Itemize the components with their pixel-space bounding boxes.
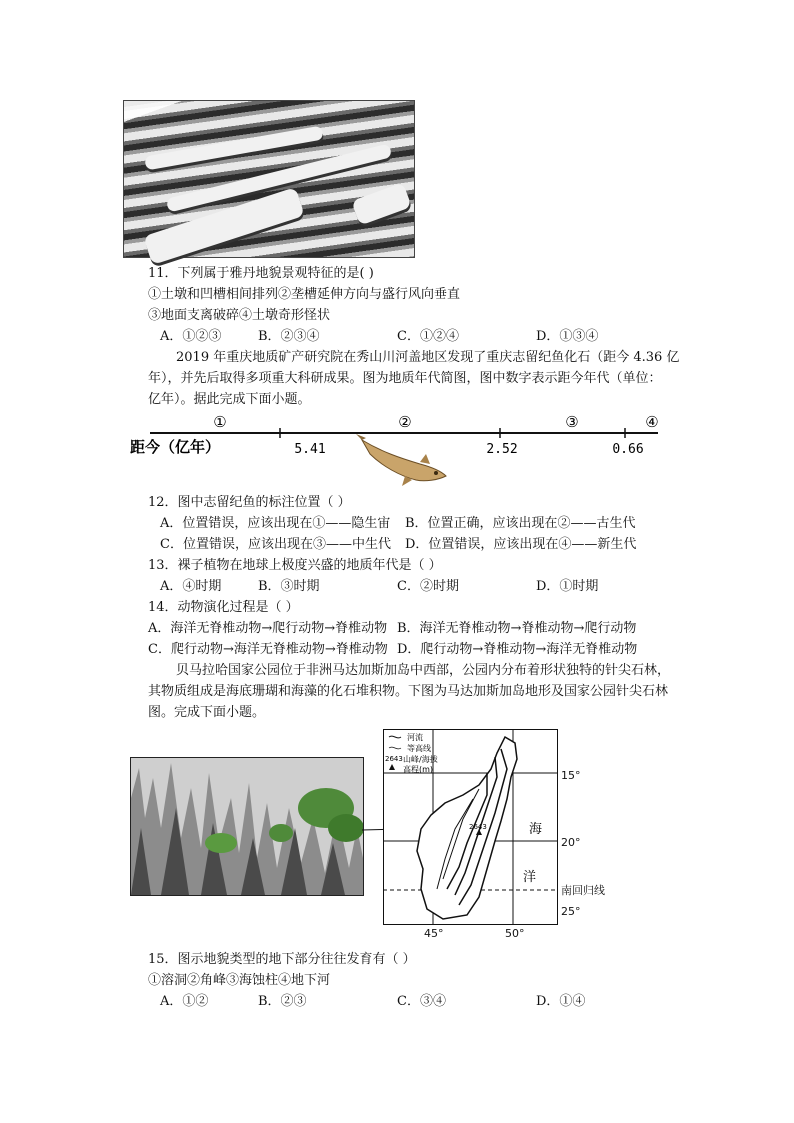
yardang-photo — [123, 100, 415, 258]
q15-option-a: A．①② — [160, 994, 209, 1009]
q15-option-c: C．③④ — [397, 994, 446, 1009]
period-3-label: ③ — [565, 413, 579, 431]
passage1-line3: 亿年）。据此完成下面小题。 — [148, 392, 311, 407]
yardang-ridge — [351, 182, 412, 225]
q12-option-b: B．位置正确，应该出现在②——古生代 — [405, 516, 636, 531]
legend-elevation: 高程(m) — [403, 765, 434, 774]
yardang-ridge — [144, 125, 324, 170]
passage1-line2: 年），并先后取得多项重大科研成果。图为地质年代简图，图中数字表示距今年代（单位： — [148, 371, 662, 386]
legend-contour: 等高线 — [407, 744, 431, 753]
q11-option-a: A．①②③ — [160, 329, 222, 344]
sea-label-2: 洋 — [523, 870, 537, 885]
legend-peak: 山峰/海拔 — [403, 755, 438, 764]
q11-line1: ①土墩和凹槽相间排列②垄槽延伸方向与盛行风向垂直 — [148, 287, 461, 302]
q14-question: 14．动物演化过程是（ ） — [148, 600, 299, 615]
passage2-line2: 其物质组成是海底珊瑚和海藻的化石堆积物。下图为马达加斯加岛地形及国家公园针尖石林 — [148, 684, 669, 699]
period-2-label: ② — [398, 413, 412, 431]
stone-forest-drawing — [131, 758, 363, 895]
q12-option-d: D．位置错误，应该出现在④——新生代 — [405, 537, 637, 552]
q15-line1: ①溶洞②角峰③海蚀柱④地下河 — [148, 973, 331, 988]
q15-question: 15．图示地貌类型的地下部分往往发育有（ ） — [148, 952, 416, 967]
tropic-label: 南回归线 — [561, 884, 605, 897]
legend-peak-value: 2643 — [385, 755, 403, 763]
q13-option-d: D．①时期 — [536, 579, 599, 594]
lat-25: 25° — [561, 905, 581, 918]
q11-option-d: D．①③④ — [536, 329, 599, 344]
fish-fossil-icon — [356, 434, 446, 486]
q12-option-c: C．位置错误，应该出现在③——中生代 — [160, 537, 391, 552]
period-4-label: ④ — [645, 413, 659, 431]
lat-15: 15° — [561, 769, 581, 782]
q13-option-a: A．④时期 — [160, 579, 222, 594]
q15-option-b: B．②③ — [258, 994, 307, 1009]
peak-value: 2643 — [469, 823, 487, 831]
q13-option-c: C．②时期 — [397, 579, 459, 594]
q14-option-d: D．爬行动物→脊椎动物→海洋无脊椎动物 — [397, 642, 638, 657]
lat-20: 20° — [561, 836, 581, 849]
legend-river: 河流 — [407, 733, 423, 742]
stone-forest-photo — [130, 757, 364, 896]
geologic-timeline — [120, 410, 680, 490]
q12-option-a: A．位置错误，应该出现在①——隐生宙 — [160, 516, 391, 531]
lon-50: 50° — [505, 927, 525, 940]
lon-45: 45° — [424, 927, 444, 940]
q11-line2: ③地面支离破碎④土墩奇形怪状 — [148, 308, 331, 323]
q13-option-b: B．③时期 — [258, 579, 320, 594]
passage2-line3: 图。完成下面小题。 — [148, 705, 266, 720]
tick-label-252: 2.52 — [486, 442, 518, 457]
tick-label-066: 0.66 — [612, 442, 644, 457]
q14-option-b: B．海洋无脊椎动物→脊椎动物→爬行动物 — [397, 621, 637, 636]
timeline-axis-label: 距今（亿年） — [130, 438, 221, 456]
q13-question: 13．裸子植物在地球上极度兴盛的地质年代是（ ） — [148, 558, 442, 573]
passage1-line1: 2019 年重庆地质矿产研究院在秀山川河盖地区发现了重庆志留纪鱼化石（距今 4.36 亿 — [176, 350, 680, 365]
q11-question: 11．下列属于雅丹地貌景观特征的是( ) — [148, 266, 374, 281]
madagascar-map — [383, 729, 558, 925]
sea-label-1: 海 — [529, 822, 543, 837]
q11-option-b: B．②③④ — [258, 329, 320, 344]
q14-option-a: A．海洋无脊椎动物→爬行动物→脊椎动物 — [148, 621, 388, 636]
q12-question: 12．图中志留纪鱼的标注位置（ ） — [148, 495, 351, 510]
q14-option-c: C．爬行动物→海洋无脊椎动物→脊椎动物 — [148, 642, 388, 657]
period-1-label: ① — [213, 413, 227, 431]
q11-option-c: C．①②④ — [397, 329, 459, 344]
passage2-line1: 贝马拉哈国家公园位于非洲马达加斯加岛中西部，公园内分布着形状独特的针尖石林， — [176, 663, 671, 678]
tick-label-541: 5.41 — [294, 442, 326, 457]
q15-option-d: D．①④ — [536, 994, 586, 1009]
